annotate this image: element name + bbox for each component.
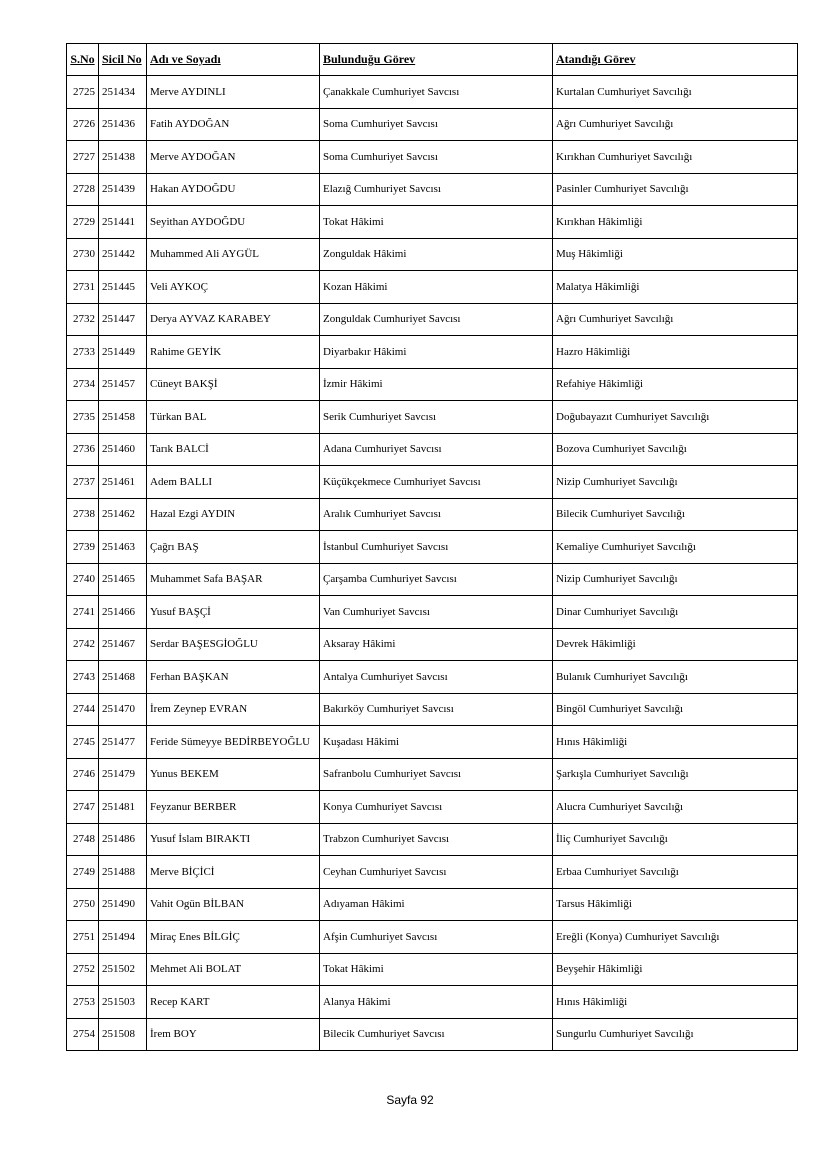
table-row bbox=[67, 921, 798, 954]
cell-name: Yusuf İslam BIRAKTI bbox=[147, 823, 320, 856]
header-name: Adı ve Soyadı bbox=[147, 44, 320, 76]
cell-sicil: 251438 bbox=[99, 141, 147, 174]
table-row bbox=[67, 661, 798, 694]
header-current-post: Bulunduğu Görev bbox=[320, 44, 553, 76]
table-row bbox=[67, 531, 798, 564]
cell-assigned-post: Alucra Cumhuriyet Savcılığı bbox=[553, 791, 798, 824]
cell-name: Rahime GEYİK bbox=[147, 336, 320, 369]
cell-sicil: 251436 bbox=[99, 108, 147, 141]
table-row bbox=[67, 498, 798, 531]
page-number: Sayfa 92 bbox=[386, 1093, 434, 1107]
cell-name: Muhammet Safa BAŞAR bbox=[147, 563, 320, 596]
cell-sno: 2726 bbox=[67, 108, 99, 141]
cell-assigned-post: Beyşehir Hâkimliği bbox=[553, 953, 798, 986]
cell-assigned-post: Muş Hâkimliği bbox=[553, 238, 798, 271]
cell-current-post: Afşin Cumhuriyet Savcısı bbox=[320, 921, 553, 954]
table-row bbox=[67, 173, 798, 206]
cell-current-post: Küçükçekmece Cumhuriyet Savcısı bbox=[320, 466, 553, 499]
cell-current-post: Bilecik Cumhuriyet Savcısı bbox=[320, 1018, 553, 1051]
cell-assigned-post: İliç Cumhuriyet Savcılığı bbox=[553, 823, 798, 856]
cell-assigned-post: Erbaa Cumhuriyet Savcılığı bbox=[553, 856, 798, 889]
cell-current-post: Trabzon Cumhuriyet Savcısı bbox=[320, 823, 553, 856]
cell-assigned-post: Nizip Cumhuriyet Savcılığı bbox=[553, 466, 798, 499]
cell-name: Feyzanur BERBER bbox=[147, 791, 320, 824]
table-header-row bbox=[67, 44, 798, 76]
cell-sno: 2749 bbox=[67, 856, 99, 889]
cell-assigned-post: Dinar Cumhuriyet Savcılığı bbox=[553, 596, 798, 629]
cell-assigned-post: Pasinler Cumhuriyet Savcılığı bbox=[553, 173, 798, 206]
cell-name: İrem BOY bbox=[147, 1018, 320, 1051]
assignment-table bbox=[66, 43, 798, 1051]
cell-assigned-post: Kurtalan Cumhuriyet Savcılığı bbox=[553, 76, 798, 109]
cell-sicil: 251470 bbox=[99, 693, 147, 726]
header-assigned-post: Atandığı Görev bbox=[553, 44, 798, 76]
cell-name: Çağrı BAŞ bbox=[147, 531, 320, 564]
cell-name: İrem Zeynep EVRAN bbox=[147, 693, 320, 726]
table-row bbox=[67, 108, 798, 141]
cell-name: Merve AYDINLI bbox=[147, 76, 320, 109]
cell-name: Adem BALLI bbox=[147, 466, 320, 499]
cell-sno: 2750 bbox=[67, 888, 99, 921]
cell-sno: 2740 bbox=[67, 563, 99, 596]
cell-sno: 2753 bbox=[67, 986, 99, 1019]
cell-sno: 2732 bbox=[67, 303, 99, 336]
table-row bbox=[67, 466, 798, 499]
cell-sno: 2734 bbox=[67, 368, 99, 401]
cell-name: Veli AYKOÇ bbox=[147, 271, 320, 304]
cell-name: Fatih AYDOĞAN bbox=[147, 108, 320, 141]
cell-sicil: 251503 bbox=[99, 986, 147, 1019]
cell-current-post: İstanbul Cumhuriyet Savcısı bbox=[320, 531, 553, 564]
cell-name: Vahit Ogün BİLBAN bbox=[147, 888, 320, 921]
cell-sno: 2728 bbox=[67, 173, 99, 206]
cell-assigned-post: Bulanık Cumhuriyet Savcılığı bbox=[553, 661, 798, 694]
cell-sno: 2748 bbox=[67, 823, 99, 856]
cell-sno: 2729 bbox=[67, 206, 99, 239]
cell-assigned-post: Tarsus Hâkimliği bbox=[553, 888, 798, 921]
cell-name: Yunus BEKEM bbox=[147, 758, 320, 791]
table-body bbox=[67, 76, 798, 1051]
cell-assigned-post: Nizip Cumhuriyet Savcılığı bbox=[553, 563, 798, 596]
cell-current-post: Aksaray Hâkimi bbox=[320, 628, 553, 661]
table-row bbox=[67, 303, 798, 336]
cell-name: Derya AYVAZ KARABEY bbox=[147, 303, 320, 336]
cell-assigned-post: Kırıkhan Hâkimliği bbox=[553, 206, 798, 239]
cell-name: Ferhan BAŞKAN bbox=[147, 661, 320, 694]
cell-assigned-post: Bozova Cumhuriyet Savcılığı bbox=[553, 433, 798, 466]
cell-sno: 2738 bbox=[67, 498, 99, 531]
cell-name: Serdar BAŞESGİOĞLU bbox=[147, 628, 320, 661]
cell-name: Recep KART bbox=[147, 986, 320, 1019]
cell-name: Miraç Enes BİLGİÇ bbox=[147, 921, 320, 954]
cell-current-post: Soma Cumhuriyet Savcısı bbox=[320, 141, 553, 174]
cell-sno: 2739 bbox=[67, 531, 99, 564]
cell-name: Türkan BAL bbox=[147, 401, 320, 434]
cell-sno: 2727 bbox=[67, 141, 99, 174]
cell-current-post: Ceyhan Cumhuriyet Savcısı bbox=[320, 856, 553, 889]
cell-current-post: Alanya Hâkimi bbox=[320, 986, 553, 1019]
cell-sicil: 251457 bbox=[99, 368, 147, 401]
header-sno: S.No bbox=[67, 44, 99, 76]
cell-assigned-post: Doğubayazıt Cumhuriyet Savcılığı bbox=[553, 401, 798, 434]
cell-name: Yusuf BAŞÇİ bbox=[147, 596, 320, 629]
cell-sicil: 251463 bbox=[99, 531, 147, 564]
cell-sicil: 251479 bbox=[99, 758, 147, 791]
cell-assigned-post: Bilecik Cumhuriyet Savcılığı bbox=[553, 498, 798, 531]
cell-sicil: 251461 bbox=[99, 466, 147, 499]
cell-sicil: 251447 bbox=[99, 303, 147, 336]
cell-assigned-post: Sungurlu Cumhuriyet Savcılığı bbox=[553, 1018, 798, 1051]
cell-current-post: Çanakkale Cumhuriyet Savcısı bbox=[320, 76, 553, 109]
cell-sicil: 251466 bbox=[99, 596, 147, 629]
cell-sicil: 251434 bbox=[99, 76, 147, 109]
cell-sicil: 251486 bbox=[99, 823, 147, 856]
cell-sno: 2725 bbox=[67, 76, 99, 109]
cell-sicil: 251449 bbox=[99, 336, 147, 369]
cell-assigned-post: Refahiye Hâkimliği bbox=[553, 368, 798, 401]
cell-sicil: 251494 bbox=[99, 921, 147, 954]
cell-name: Feride Sümeyye BEDİRBEYOĞLU bbox=[147, 726, 320, 759]
cell-sno: 2744 bbox=[67, 693, 99, 726]
cell-current-post: Zonguldak Cumhuriyet Savcısı bbox=[320, 303, 553, 336]
cell-current-post: Konya Cumhuriyet Savcısı bbox=[320, 791, 553, 824]
table-row bbox=[67, 596, 798, 629]
table-row bbox=[67, 823, 798, 856]
table-row bbox=[67, 758, 798, 791]
cell-assigned-post: Hazro Hâkimliği bbox=[553, 336, 798, 369]
cell-current-post: Diyarbakır Hâkimi bbox=[320, 336, 553, 369]
cell-sicil: 251445 bbox=[99, 271, 147, 304]
table-row bbox=[67, 628, 798, 661]
cell-sno: 2751 bbox=[67, 921, 99, 954]
table-row bbox=[67, 791, 798, 824]
cell-sicil: 251442 bbox=[99, 238, 147, 271]
table-row bbox=[67, 76, 798, 109]
cell-assigned-post: Kırıkhan Cumhuriyet Savcılığı bbox=[553, 141, 798, 174]
table-row bbox=[67, 401, 798, 434]
cell-assigned-post: Ağrı Cumhuriyet Savcılığı bbox=[553, 108, 798, 141]
cell-assigned-post: Kemaliye Cumhuriyet Savcılığı bbox=[553, 531, 798, 564]
cell-name: Seyithan AYDOĞDU bbox=[147, 206, 320, 239]
cell-assigned-post: Ağrı Cumhuriyet Savcılığı bbox=[553, 303, 798, 336]
cell-current-post: Kuşadası Hâkimi bbox=[320, 726, 553, 759]
table-row bbox=[67, 1018, 798, 1051]
table-row bbox=[67, 953, 798, 986]
cell-sno: 2735 bbox=[67, 401, 99, 434]
cell-sno: 2745 bbox=[67, 726, 99, 759]
cell-current-post: Tokat Hâkimi bbox=[320, 206, 553, 239]
cell-current-post: Safranbolu Cumhuriyet Savcısı bbox=[320, 758, 553, 791]
cell-sno: 2730 bbox=[67, 238, 99, 271]
cell-sno: 2752 bbox=[67, 953, 99, 986]
cell-sno: 2737 bbox=[67, 466, 99, 499]
cell-assigned-post: Şarkışla Cumhuriyet Savcılığı bbox=[553, 758, 798, 791]
cell-assigned-post: Bingöl Cumhuriyet Savcılığı bbox=[553, 693, 798, 726]
cell-assigned-post: Devrek Hâkimliği bbox=[553, 628, 798, 661]
cell-sno: 2746 bbox=[67, 758, 99, 791]
cell-name: Muhammed Ali AYGÜL bbox=[147, 238, 320, 271]
cell-name: Hakan AYDOĞDU bbox=[147, 173, 320, 206]
cell-sicil: 251490 bbox=[99, 888, 147, 921]
table-row bbox=[67, 368, 798, 401]
cell-sno: 2754 bbox=[67, 1018, 99, 1051]
cell-name: Merve AYDOĞAN bbox=[147, 141, 320, 174]
cell-sicil: 251441 bbox=[99, 206, 147, 239]
cell-assigned-post: Malatya Hâkimliği bbox=[553, 271, 798, 304]
cell-sicil: 251462 bbox=[99, 498, 147, 531]
header-sicil: Sicil No bbox=[99, 44, 147, 76]
cell-current-post: Adana Cumhuriyet Savcısı bbox=[320, 433, 553, 466]
cell-name: Tarık BALCİ bbox=[147, 433, 320, 466]
cell-sicil: 251502 bbox=[99, 953, 147, 986]
cell-name: Hazal Ezgi AYDIN bbox=[147, 498, 320, 531]
cell-current-post: İzmir Hâkimi bbox=[320, 368, 553, 401]
table-row bbox=[67, 726, 798, 759]
cell-current-post: Tokat Hâkimi bbox=[320, 953, 553, 986]
cell-assigned-post: Hınıs Hâkimliği bbox=[553, 986, 798, 1019]
cell-name: Merve BİÇİCİ bbox=[147, 856, 320, 889]
cell-assigned-post: Hınıs Hâkimliği bbox=[553, 726, 798, 759]
cell-sno: 2731 bbox=[67, 271, 99, 304]
table-row bbox=[67, 336, 798, 369]
cell-sno: 2747 bbox=[67, 791, 99, 824]
table-row bbox=[67, 238, 798, 271]
table-row bbox=[67, 433, 798, 466]
cell-sicil: 251481 bbox=[99, 791, 147, 824]
cell-current-post: Elazığ Cumhuriyet Savcısı bbox=[320, 173, 553, 206]
table-row bbox=[67, 856, 798, 889]
cell-sicil: 251467 bbox=[99, 628, 147, 661]
cell-sicil: 251460 bbox=[99, 433, 147, 466]
cell-sicil: 251477 bbox=[99, 726, 147, 759]
cell-assigned-post: Ereğli (Konya) Cumhuriyet Savcılığı bbox=[553, 921, 798, 954]
cell-current-post: Aralık Cumhuriyet Savcısı bbox=[320, 498, 553, 531]
cell-sicil: 251468 bbox=[99, 661, 147, 694]
cell-current-post: Çarşamba Cumhuriyet Savcısı bbox=[320, 563, 553, 596]
cell-name: Mehmet Ali BOLAT bbox=[147, 953, 320, 986]
table-row bbox=[67, 271, 798, 304]
cell-sno: 2741 bbox=[67, 596, 99, 629]
cell-sicil: 251439 bbox=[99, 173, 147, 206]
cell-current-post: Van Cumhuriyet Savcısı bbox=[320, 596, 553, 629]
cell-sicil: 251508 bbox=[99, 1018, 147, 1051]
cell-current-post: Kozan Hâkimi bbox=[320, 271, 553, 304]
cell-current-post: Bakırköy Cumhuriyet Savcısı bbox=[320, 693, 553, 726]
cell-sno: 2733 bbox=[67, 336, 99, 369]
cell-current-post: Antalya Cumhuriyet Savcısı bbox=[320, 661, 553, 694]
table-row bbox=[67, 563, 798, 596]
table-row bbox=[67, 693, 798, 726]
cell-sicil: 251488 bbox=[99, 856, 147, 889]
table-row bbox=[67, 986, 798, 1019]
cell-sicil: 251458 bbox=[99, 401, 147, 434]
cell-current-post: Soma Cumhuriyet Savcısı bbox=[320, 108, 553, 141]
cell-sicil: 251465 bbox=[99, 563, 147, 596]
table-row bbox=[67, 206, 798, 239]
cell-name: Cüneyt BAKŞİ bbox=[147, 368, 320, 401]
cell-current-post: Adıyaman Hâkimi bbox=[320, 888, 553, 921]
table-row bbox=[67, 888, 798, 921]
cell-current-post: Serik Cumhuriyet Savcısı bbox=[320, 401, 553, 434]
cell-sno: 2743 bbox=[67, 661, 99, 694]
cell-sno: 2736 bbox=[67, 433, 99, 466]
cell-sno: 2742 bbox=[67, 628, 99, 661]
table-row bbox=[67, 141, 798, 174]
cell-current-post: Zonguldak Hâkimi bbox=[320, 238, 553, 271]
